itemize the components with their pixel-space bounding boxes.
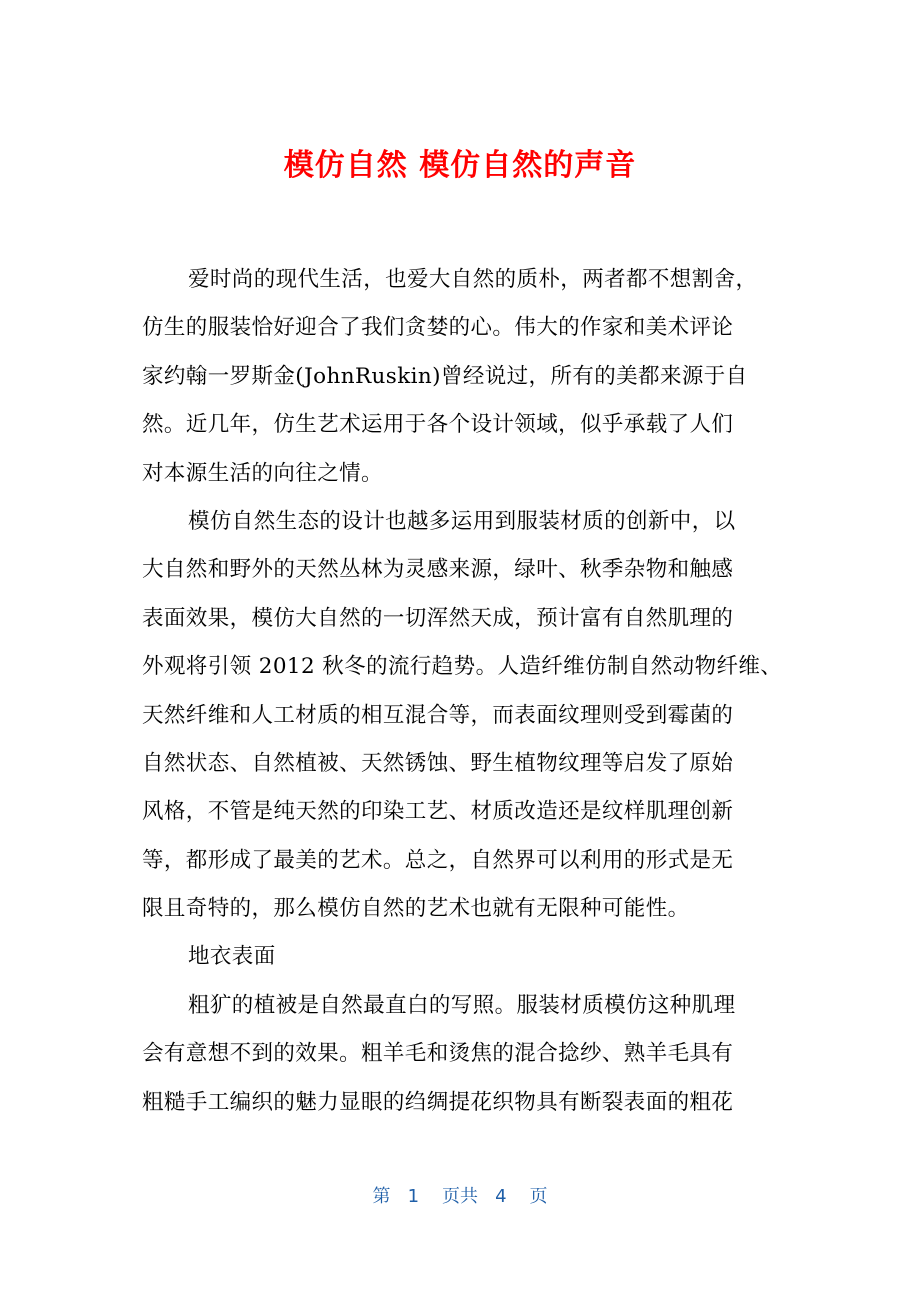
text-line: 外观将引领 2012 秋冬的流行趋势。人造纤维仿制自然动物纤维、 [142,654,783,680]
text-line: 粗犷的植被是自然最直白的写照。服装材质模仿这种肌理 [188,992,736,1018]
text-line: 仿生的服装恰好迎合了我们贪婪的心。伟大的作家和美术评论 [142,315,734,341]
text-line: 表面效果，模仿大自然的一切浑然天成，预计富有自然肌理的 [142,605,734,631]
text-line: 天然纤维和人工材质的相互混合等，而表面纹理则受到霉菌的 [142,702,734,728]
text-line: 家约翰一罗斯金(JohnRuskin)曾经说过，所有的美都来源于自 [142,363,748,389]
page-footer [0,1182,920,1212]
footer-middle: 页共 [442,1186,478,1207]
text-line: 然。近几年，仿生艺术运用于各个设计领域，似乎承载了人们 [142,412,734,438]
section-heading: 地衣表面 [188,944,276,970]
text-line: 粗糙手工编织的魅力显眼的绉绸提花织物具有断裂表面的粗花 [142,1089,734,1115]
document-title: 模仿自然 模仿自然的声音 [283,148,637,183]
footer-current-page: 1 [407,1186,420,1207]
text-line: 对本源生活的向往之情。 [142,460,383,486]
footer-suffix: 页 [529,1186,548,1207]
text-line: 风格，不管是纯天然的印染工艺、材质改造还是纹样肌理创新 [142,799,734,825]
document-body [142,256,782,1127]
text-line: 限且奇特的，那么模仿自然的艺术也就有无限种可能性。 [142,896,690,922]
text-line: 大自然和野外的天然丛林为灵感来源，绿叶、秋季杂物和触感 [142,557,734,583]
text-line: 等，都形成了最美的艺术。总之，自然界可以利用的形式是无 [142,847,734,873]
text-line: 爱时尚的现代生活，也爱大自然的质朴，两者都不想割舍， [188,267,758,292]
text-line: 会有意想不到的效果。粗羊毛和烫焦的混合捻纱、熟羊毛具有 [142,1041,734,1067]
footer-prefix: 第 [372,1186,391,1207]
footer-total-pages: 4 [495,1186,507,1207]
text-line: 自然状态、自然植被、天然锈蚀、野生植物纹理等启发了原始 [142,750,734,776]
text-line: 模仿自然生态的设计也越多运用到服装材质的创新中，以 [188,508,736,534]
